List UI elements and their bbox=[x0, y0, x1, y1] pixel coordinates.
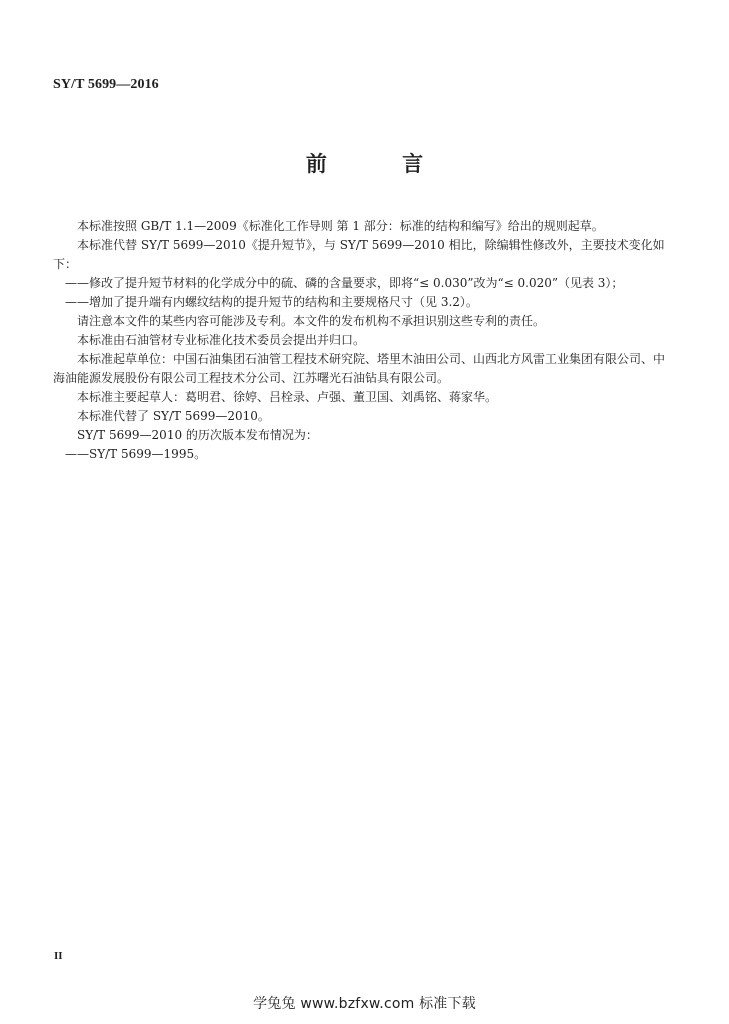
version-history-heading: SY/T 5699—2010 的历次版本发布情况为： bbox=[77, 428, 318, 442]
proposed-by: 本标准由石油管材专业标准化技术委员会提出并归口。 bbox=[77, 333, 366, 347]
replaced-standard: 本标准代替了 SY/T 5699—2010。 bbox=[77, 409, 270, 423]
paragraph-2: 本标准代替 SY/T 5699—2010《提升短节》，与 SY/T 5699—2010 相比，除编辑性修改外，主要技术变化如下： bbox=[53, 238, 665, 271]
main-drafters: 本标准主要起草人：葛明君、徐婷、吕栓录、卢强、董卫国、刘禹铭、蒋家华。 bbox=[77, 390, 498, 404]
standard-code: SY/T 5699—2016 bbox=[53, 77, 159, 92]
change-item-2: ——增加了提升端有内螺纹结构的提升短节的结构和主要规格尺寸（见 3.2）。 bbox=[65, 295, 478, 309]
page-title: 前 言 bbox=[305, 152, 458, 176]
foreword-content bbox=[53, 217, 673, 464]
footer-watermark-text: 学兔兔 www.bzfxw.com 标准下载 bbox=[253, 996, 476, 1012]
change-item-1: ——修改了提升短节材料的化学成分中的硫、磷的含量要求，即将“≤ 0.030”改为“≤ 0.020”（见表 3）； bbox=[65, 276, 624, 290]
drafting-units: 本标准起草单位：中国石油集团石油管工程技术研究院、塔里木油田公司、山西北方风雷工业集团有限公司、中海油能源发展股份有限公司工程技术分公司、江苏曙光石油钻具有限公司。 bbox=[53, 352, 666, 385]
version-history-item: ——SY/T 5699—1995。 bbox=[65, 447, 207, 461]
page-number: II bbox=[54, 950, 63, 962]
paragraph-1: 本标准按照 GB/T 1.1—2009《标准化工作导则 第 1 部分：标准的结构和编写》给出的规则起草。 bbox=[77, 219, 604, 233]
patent-notice: 请注意本文件的某些内容可能涉及专利。本文件的发布机构不承担识别这些专利的责任。 bbox=[77, 314, 546, 328]
